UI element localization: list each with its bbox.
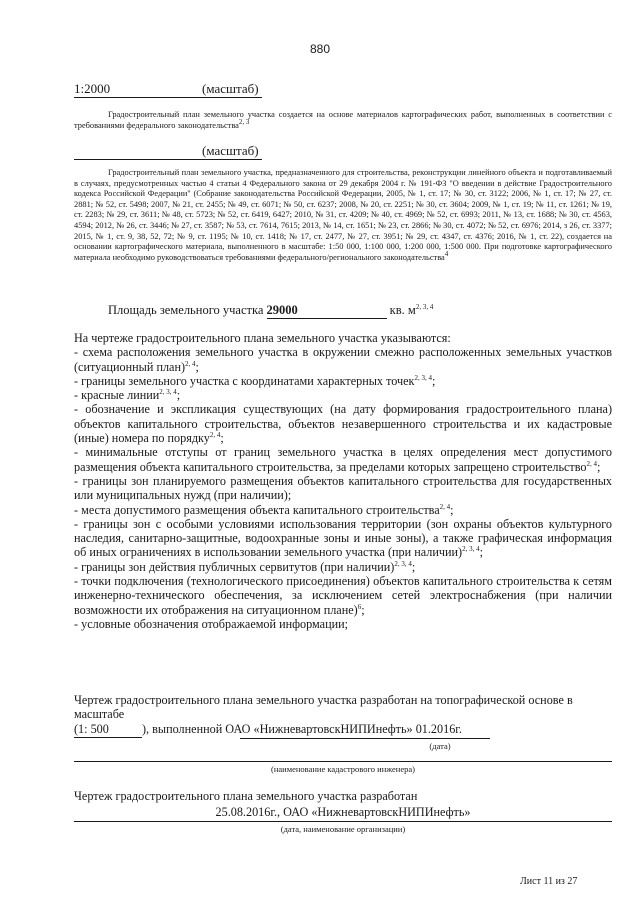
topo-scale: (1: 500 (74, 722, 142, 738)
list-intro: На чертеже градостроительного плана земельного участка указываются: (74, 331, 451, 345)
list-item-sup: 2, 4 (586, 459, 598, 468)
date-caption: (дата) (429, 741, 451, 751)
topo-scale-row (74, 722, 612, 738)
note-linear-object (74, 168, 612, 263)
list-item-text: - границы земельного участка с координатами характерных точек (74, 373, 415, 388)
list-item (74, 560, 612, 574)
list-item (74, 574, 612, 617)
sheet-number: Лист 11 из 27 (520, 876, 578, 887)
list-item-text: - схема расположения земельного участка в окружении смежно расположенных земельных участков (ситуационный план) (74, 345, 612, 374)
list-item (74, 517, 612, 560)
list-item (74, 402, 612, 445)
topo-text: Чертеж градостроительного плана земельного участка разработан на топографической основе в масштабе (74, 693, 573, 722)
scale-row-1 (74, 81, 262, 98)
list-item-text: - точки подключения (технологического присоединения) объектов капитального строительства к сетям инженерно-технического обеспечения, за исключением сетей электроснабжения (при наличии возможности их отображения на ситуационном плане) (74, 574, 612, 617)
developed-text: Чертеж градостроительного плана земельного участка разработан (74, 789, 418, 803)
developed-value: 25.08.2016г., ОАО «НижневартовскНИПИнефть» (215, 805, 471, 819)
list-item-sup: 2, 4 (185, 359, 196, 368)
developed-caption: (дата, наименование организации) (280, 824, 406, 834)
list-item-tail: ; (479, 545, 483, 560)
list-item-tail: ; (195, 359, 199, 374)
page-number: 880 (309, 42, 331, 56)
engineer-caption: (наименование кадастрового инженера) (271, 764, 415, 774)
items-list (74, 345, 612, 631)
list-item-sup: 2, 3, 4 (462, 545, 480, 554)
area-value: 29000 (267, 303, 387, 319)
note-sup: 4 (444, 249, 449, 258)
note-cartographic (74, 110, 612, 131)
list-item-tail: ; (220, 431, 224, 446)
list-item-tail: ; (597, 459, 601, 474)
list-item-sup: 6 (357, 602, 362, 611)
list-item-sup: 2, 3, 4 (414, 373, 432, 382)
area-sup: 2, 3, 4 (415, 302, 434, 311)
list-item (74, 445, 612, 474)
list-item (74, 345, 612, 374)
drawing-contents (74, 331, 612, 631)
list-item (74, 388, 612, 402)
list-item-text: - условные обозначения отображаемой информации; (74, 616, 349, 631)
note-text: Градостроительный план земельного участка, предназначенного для строительства, реконструкции линейного объекта и подготавливаемый в случаях, предусмотренных частью 4 статьи 4 Федерального закона от 29 декабря 2004 г. № 191-ФЗ "О введении в действие Градостроительного кодекса Российской Федерации" (Собрание законодательства Российской Федерации, 2005, № 1, ст. 17; № 30, ст. 3122; 2006, № 1, ст. 17; № 27, ст. 2881; № 52, ст. 5498; 2007, № 21, ст. 2455; № 49, ст. 6071; № 50, ст. 6237; 2008, № 20, ст. 2251; № 30, ст. 3604; 2009, № 1, ст. 19; № 11, ст. 1261; № 19, ст. 2283; № 29, ст. 3611; № 48, ст. 5723; № 52, ст. 6419, 6427; 2010, № 31, ст. 4209; № 40, ст. 4969; № 52, ст. 6993; 2011, № 13, ст. 1688; № 30, ст. 4563, 4594; 2012, № 26, ст. 3446; № 27, ст. 3587; № 53, ст. 7614, 7615; 2013, № 14, ст. 1651; № 23, ст. 2866; № 30, ст. 4072; № 52, ст. 6976; 2014, з 26, ст. 3377; 2015, № 1, ст. 9, 38, 52, 72; № 9, ст. 1195; № 10, ст. 1418; № 17, ст. 2477, № 27, ст. 3951; № 29, ст. 4347, ст. 4376; 2016, № 1, ст. 22), создается на основании картографического материала, выполненного в масштабе: 1:50 000, 1:100 000, 1:200 000, 1:500 000. При подготовке картографического материала необходимо руководствоваться требованиями федерального/регионального законодательства (74, 168, 612, 262)
list-item-text: - минимальные отступы от границ земельного участка в целях определения мест допустимого размещения объекта капитального строительства, за пределами которых запрещено строительство (74, 445, 612, 474)
list-item-text: - места допустимого размещения объекта капитального строительства (74, 502, 440, 517)
list-item (74, 617, 612, 631)
list-item-tail: ; (361, 602, 365, 617)
scale-row-2 (74, 143, 262, 160)
list-item-tail: ; (431, 373, 436, 388)
topo-rest: ), выполненной ОАО «НижневартовскНИПИнефть» 01.2016г. (142, 722, 462, 736)
note-sup: 2, 3 (238, 117, 250, 126)
area-label: Площадь земельного участка (108, 303, 264, 317)
list-item-sup: 2, 3, 4 (394, 559, 412, 568)
note-text: Градостроительный план земельного участка создается на основе материалов картографических работ, выполненных в соответствии с требованиями федерального законодательства (74, 110, 612, 130)
list-item (74, 374, 612, 388)
list-item-sup: 2, 3, 4 (159, 388, 177, 397)
list-item-tail: ; (450, 502, 454, 517)
list-item-sup: 2, 4 (209, 431, 221, 440)
scale-label: (масштаб) (202, 143, 262, 160)
list-item-text: - красные линии (74, 388, 160, 403)
topo-basis (74, 693, 612, 722)
list-item-text: - границы зон планируемого размещения объектов капитального строительства для государственных или муниципальных нужд (при наличии); (74, 473, 612, 503)
list-item-tail: ; (411, 559, 416, 574)
area-unit: кв. м (389, 303, 416, 317)
list-item-text: - границы зон с особыми условиями использования территории (зон охраны объектов культурного наследия, санитарно-защитные, водоохранные зоны и иные зоны), а также графическая информация об иных ограничениях в использовании земельного участка (при наличии) (74, 516, 612, 560)
scale-label: (масштаб) (202, 81, 262, 98)
scale-value: 1:2000 (74, 81, 202, 98)
area-row (108, 303, 433, 319)
list-item-sup: 2, 4 (439, 502, 451, 511)
list-item (74, 474, 612, 503)
list-item (74, 503, 612, 517)
list-item-tail: ; (176, 388, 181, 403)
list-item-text: - границы зон действия публичных сервитутов (при наличии) (74, 559, 395, 574)
list-item-text: - обозначение и экспликация существующих (на дату формирования градостроительного плана) объектов капитального строительства, объектов незавершенного строительства и их кадастровые (иные) номера по порядку (74, 402, 612, 446)
